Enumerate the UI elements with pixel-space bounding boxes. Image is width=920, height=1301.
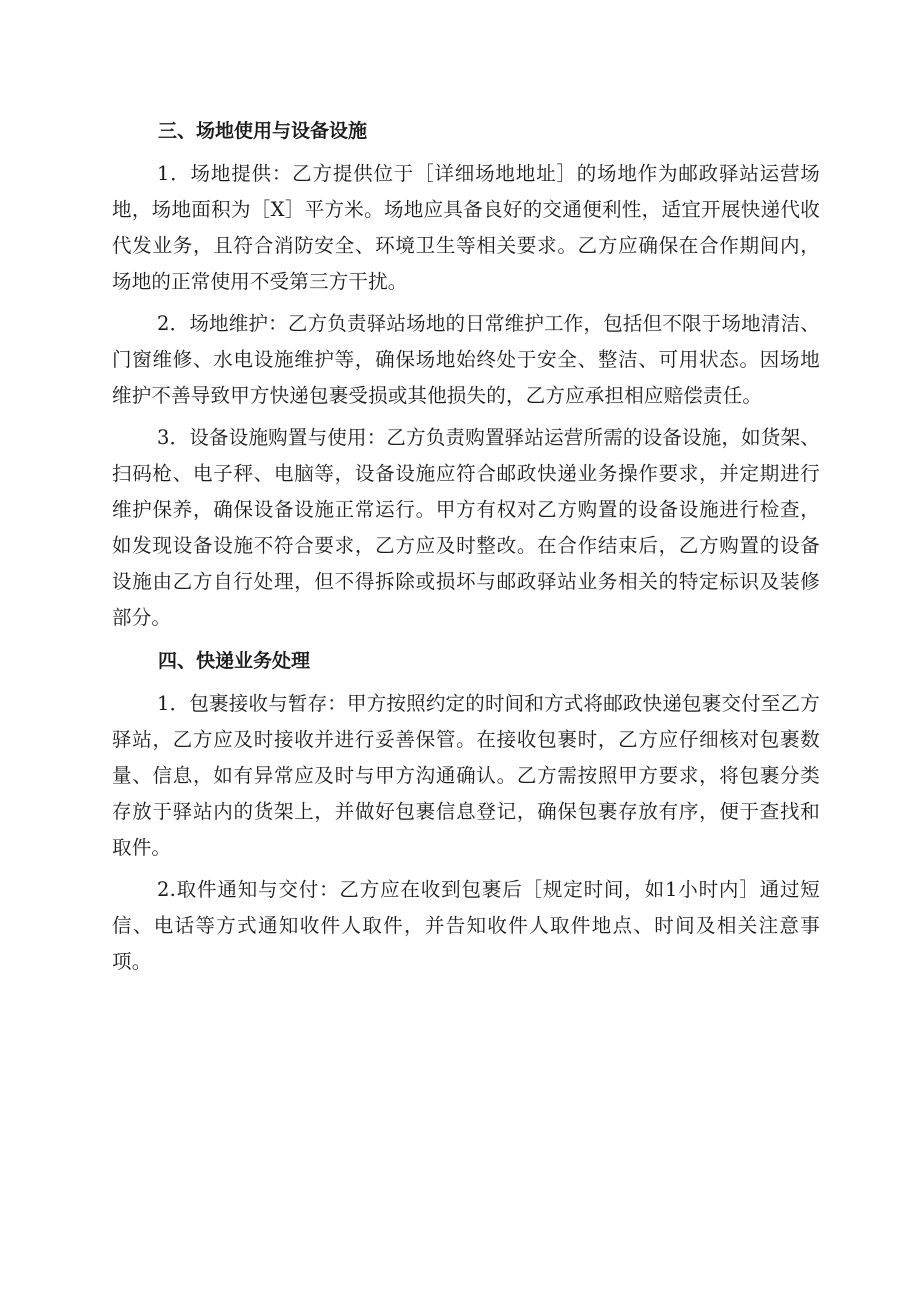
section-heading: 四、快递业务处理 bbox=[158, 650, 311, 672]
paragraph-site-provision: 1．场地提供：乙方提供位于［详细场地地址］的场地作为邮政驿站运营场地，场地面积为［X］平方米。场地应具备良好的交通便利性，适宜开展快递代收代发业务，且符合消防安全、环境卫生等相关要求。乙方应确保在合作期间内，场地的正常使用不受第三方干扰。 bbox=[112, 162, 820, 293]
paragraph-site-maintenance: 2．场地维护：乙方负责驿站场地的日常维护工作，包括但不限于场地清洁、门窗维修、水电设施维护等，确保场地始终处于安全、整洁、可用状态。因场地维护不善导致甲方快递包裹受损或其他损失的，乙方应承担相应赔偿责任。 bbox=[112, 312, 820, 407]
paragraph-package-receipt: 1．包裹接收与暂存：甲方按照约定的时间和方式将邮政快递包裹交付至乙方驿站，乙方应及时接收并进行妥善保管。在接收包裹时，乙方应仔细核对包裹数量、信息，如有异常应及时与甲方沟通确认。乙方需按照甲方要求，将包裹分类存放于驿站内的货架上，并做好包裹信息登记，确保包裹存放有序，便于查找和取件。 bbox=[112, 692, 820, 859]
section-site-equipment bbox=[112, 112, 820, 636]
paragraph-pickup-notice: 2.取件通知与交付：乙方应在收到包裹后［规定时间，如1小时内］通过短信、电话等方式通知收件人取件，并告知收件人取件地点、时间及相关注意事项。 bbox=[112, 878, 820, 973]
section-heading: 三、场地使用与设备设施 bbox=[158, 120, 368, 142]
document-page bbox=[112, 112, 820, 980]
section-express-handling bbox=[112, 642, 820, 980]
paragraph-equipment-purchase: 3．设备设施购置与使用：乙方负责购置驿站运营所需的设备设施，如货架、扫码枪、电子秤、电脑等，设备设施应符合邮政快递业务操作要求，并定期进行维护保养，确保设备设施正常运行。甲方有权对乙方购置的设备设施进行检查，如发现设备设施不符合要求，乙方应及时整改。在合作结束后，乙方购置的设备设施由乙方自行处理，但不得拆除或损坏与邮政驿站业务相关的特定标识及装修部分。 bbox=[112, 426, 820, 629]
